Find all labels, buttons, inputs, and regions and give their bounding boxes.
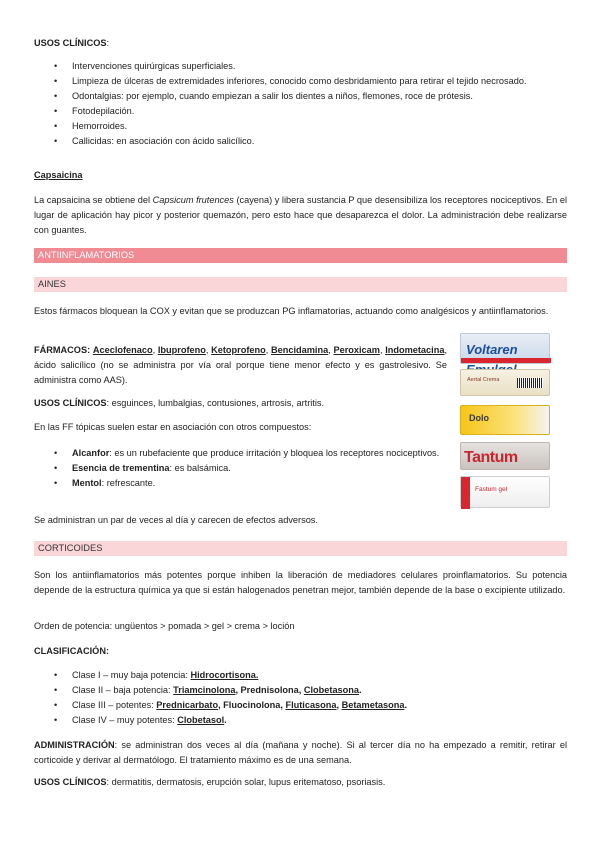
farmacos-tail: , ácido salicílico (no se administra por vía oral porque tiene menor efecto y es gastrolesivo. Se administra como AAS).	[34, 345, 447, 385]
separator: ,	[280, 700, 286, 710]
compuesto-desc: : es un rubefaciente que produce irritación y bloquea los receptores nociceptivos.	[109, 448, 440, 458]
aines-usos	[34, 397, 447, 411]
usos-heading: USOS CLÍNICOS	[34, 38, 107, 48]
product-label: Aertal Crema	[467, 377, 500, 383]
drug-name: Triamcinolona	[173, 685, 236, 695]
drug-name: Bencidamina	[271, 345, 329, 355]
compuesto-name: Esencia de trementina	[72, 463, 170, 473]
administracion-paragraph	[34, 738, 567, 768]
separator: .	[224, 715, 227, 725]
compuesto-name: Mentol	[72, 478, 102, 488]
usos-text: : dermatitis, dermatosis, erupción solar, lupus eritematoso, psoriasis.	[106, 777, 386, 787]
usos-clinicos-top: USOS CLÍNICOS:	[34, 38, 110, 48]
drug-name: Betametasona	[341, 700, 405, 710]
antiinflamatorios-bar: ANTIINFLAMATORIOS	[34, 248, 567, 263]
drug-name: Ketoprofeno	[211, 345, 266, 355]
admin-label: ADMINISTRACIÓN	[34, 740, 115, 750]
clase-prefix: Clase I – muy baja potencia:	[72, 670, 191, 680]
list-item	[72, 476, 485, 491]
compuesto-desc: : refrescante.	[101, 478, 156, 488]
clase-prefix: Clase III – potentes:	[72, 700, 157, 710]
drug-name: Hidrocortisona.	[190, 670, 259, 680]
corticoides-bar: CORTICOIDES	[34, 541, 567, 556]
capsaicina-text-1: La capsaicina se obtiene del	[34, 195, 153, 205]
list-item: • Odontalgias: por ejemplo, cuando empiezan a salir los dientes a niños, flemones, roce de prótesis.	[72, 89, 605, 104]
product-label: Voltaren	[466, 342, 518, 357]
drug-name: Fluocinolona	[223, 700, 281, 710]
drug-name: Prednisolona	[240, 685, 299, 695]
usos-label: USOS CLÍNICOS	[34, 398, 107, 408]
capsaicina-species: Capsicum frutences	[152, 195, 234, 205]
product-image-aertal	[460, 369, 550, 396]
capsaicina-paragraph	[34, 193, 567, 238]
capsaicina-text-2: (cayena) y libera sustancia P que desensibiliza los receptores nociceptivos. En el lugar de aplicación hay picor y posterior quemazón, pero esto hace que desaparezca el dolor. La administración debe realizarse con guantes.	[34, 195, 567, 235]
separator: .	[359, 685, 362, 695]
separator: ,	[235, 685, 241, 695]
capsaicina-heading: Capsaicina	[34, 170, 83, 180]
list-item	[72, 446, 485, 461]
list-item: • Limpieza de úlceras de extremidades inferiores, conocido como desbridamiento para retirar el tejido necrosado.	[72, 74, 605, 89]
usos-label: USOS CLÍNICOS	[34, 777, 107, 787]
product-label: Dolo	[469, 413, 489, 423]
admin-text: : se administran dos veces al día (mañana y noche). Si al tercer día no ha empezado a remitir, retirar el corticoide y derivar al dermatólogo. El tratamiento máximo es de una semana.	[34, 740, 567, 765]
separator: ,	[336, 700, 342, 710]
list-item	[72, 461, 485, 476]
clasificacion-label: CLASIFICACIÓN:	[34, 646, 110, 656]
drug-name: Prednicarbato	[156, 700, 219, 710]
corticoides-usos	[34, 776, 567, 790]
clase-prefix: Clase II – baja potencia:	[72, 685, 174, 695]
compuesto-name: Alcanfor	[72, 448, 110, 458]
orden-potencia: Orden de potencia: ungüentos > pomada > gel > crema > loción	[34, 621, 295, 631]
drug-name: Ibuprofeno	[157, 345, 206, 355]
drug-name: Indometacina	[385, 345, 445, 355]
farmacos-label: FÁRMACOS:	[34, 345, 91, 355]
list-item	[72, 668, 605, 683]
list-item: • Fotodepilación.	[72, 104, 605, 119]
list-item: • Hemorroides.	[72, 119, 605, 134]
list-item	[72, 683, 605, 698]
clases-list	[34, 668, 605, 728]
drug-name: Peroxicam	[333, 345, 380, 355]
ff-topicas: En las FF tópicas suelen estar en asociación con otros compuestos:	[34, 422, 312, 432]
usos-list	[34, 59, 605, 149]
product-label: Fastum gel	[475, 486, 508, 493]
farmacos-paragraph: FÁRMACOS: Aceclofenaco, Ibuprofeno, Ketoprofeno, Bencidamina, Peroxicam, Indometacina, ácido salicílico (no se administra por vía oral porque tiene menor efecto y es gastrolesivo. Se administra como AAS).	[34, 345, 447, 385]
separator: ,	[298, 685, 304, 695]
product-image-voltaren	[460, 333, 550, 364]
drug-name: Clobetasona	[303, 685, 359, 695]
drug-name: Clobetasol	[177, 715, 225, 725]
separator: ,	[218, 700, 224, 710]
list-item: • Callicidas: en asociación con ácido salicílico.	[72, 134, 605, 149]
list-item	[72, 713, 605, 728]
list-item: • Intervenciones quirúrgicas superficiales.	[72, 59, 605, 74]
drug-name: Aceclofenaco	[92, 345, 153, 355]
product-image-tantum	[460, 442, 550, 470]
compuesto-desc: : es balsámica.	[169, 463, 231, 473]
product-image-dolo	[460, 405, 550, 435]
drug-name: Fluticasona	[285, 700, 337, 710]
aines-closing: Se administran un par de veces al día y carecen de efectos adversos.	[34, 515, 318, 525]
aines-intro: Estos fármacos bloquean la COX y evitan que se produzcan PG inflamatorias, actuando como analgésicos y antiinflamatorios.	[34, 306, 549, 316]
product-image-fastum	[460, 476, 550, 508]
usos-text: : esguinces, lumbalgias, contusiones, artrosis, artritis.	[106, 398, 325, 408]
clase-prefix: Clase IV – muy potentes:	[72, 715, 178, 725]
corticoides-intro: Son los antiinflamatorios más potentes porque inhiben la liberación de mediadores celulares proinflamatorios. Su potencia depende de la estructura química ya que si están halogenados penetran mejor, también depende de la base o excipiente utilizado.	[34, 570, 567, 595]
aines-bar: AINES	[34, 277, 567, 292]
separator: .	[404, 700, 407, 710]
compuestos-list	[34, 446, 485, 491]
product-label: Tantum	[464, 449, 518, 466]
list-item	[72, 698, 605, 713]
